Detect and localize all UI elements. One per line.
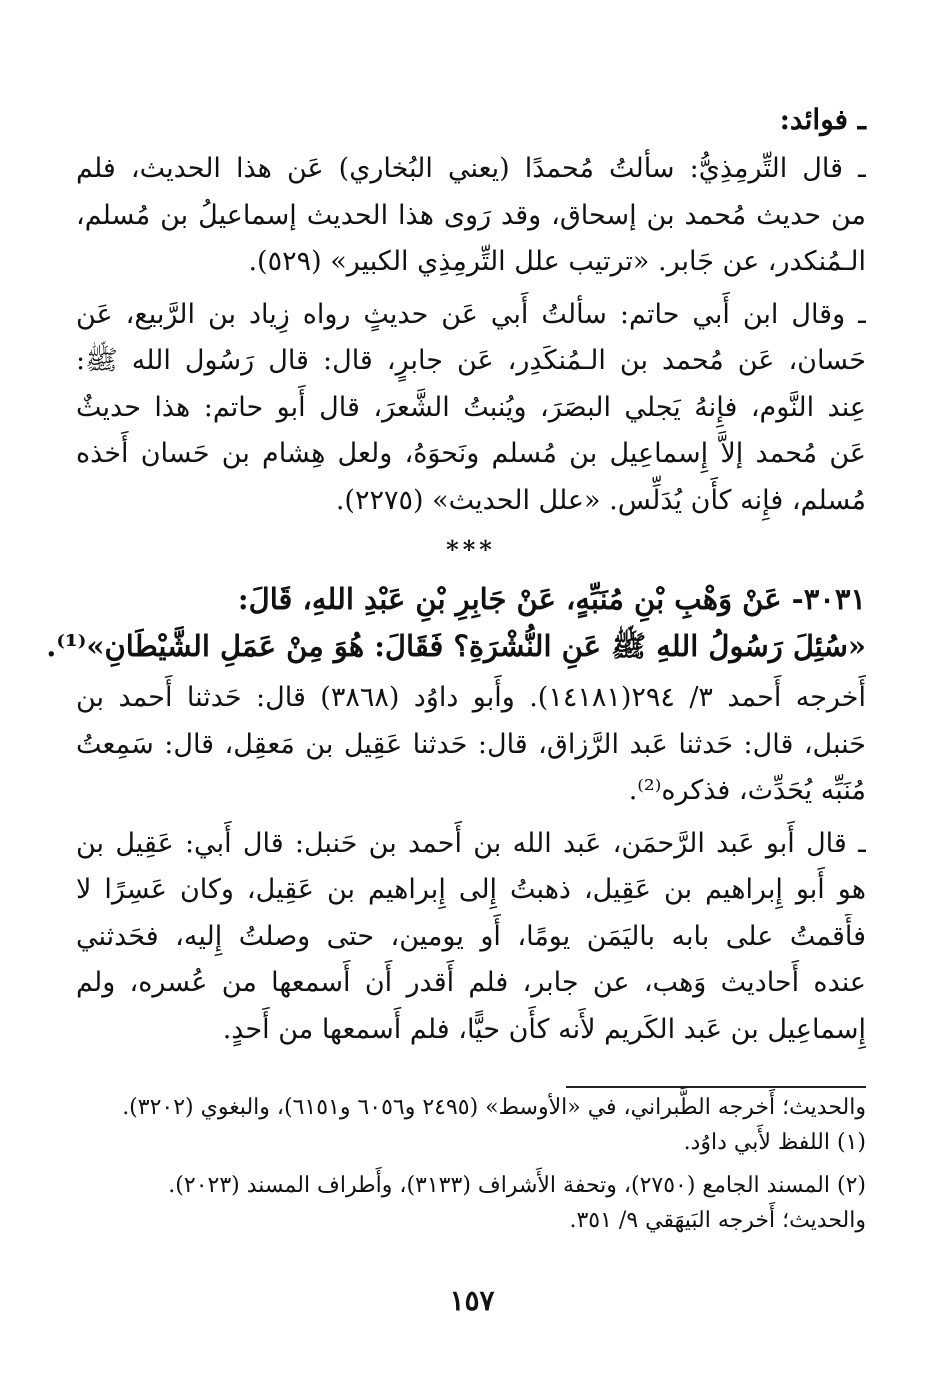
hadith-line: ٣٠٣١- عَنْ وَهْبِ بْنِ مُنَبِّهٍ، عَنْ جَابِرِ بْنِ عَبْدِ اللهِ، قَالَ:: [237, 582, 866, 616]
paragraph-abdullah: [76, 821, 866, 1054]
footnote-carryover: والحديث؛ أَخرجه الطَّبراني، في «الأوسط» (٢٤٩٥ و٦٠٥٦ و٦١٥١)، والبغوي (٣٢٠٢).: [122, 1095, 866, 1120]
text-line: إِسماعِيل بن عَبد الكَريم لأَنه كأَن حيًّا، فلم أَسمعها من أَحدٍ.: [222, 1013, 866, 1045]
text-line: ـ قال التِّرمِذِيُّ: سألتُ مُحمدًا (يعني البُخاري) عَن هذا الحديث، فلم: [76, 153, 866, 184]
footnote-2: (٢) المسند الجامع (٢٧٥٠)، وتحفة الأَشراف (٣١٣٣)، وأَطراف المسند (٢٠٢٣).: [168, 1173, 866, 1198]
text-line: ـ وقال ابن أَبي حاتم: سألتُ أَبي عَن حديثٍ رواه زِياد بن الرَّبيع، عَن: [76, 298, 866, 330]
paragraph-takhrij: [76, 675, 866, 815]
text-line: الـمُنكدر، عن جَابر. «ترتيب علل التِّرمِذِي الكبير» (٥٢٩).: [248, 246, 866, 277]
paragraph-tirmidhi: [76, 146, 866, 286]
text-line: عنده أَحاديث وَهب، عن جابر، فلم أَقدر أَن أَسمعها من عُسره، ولم: [76, 967, 866, 998]
footnote-2-continued: والحديث؛ أَخرجه البَيهَقي ٩/ ٣٥١.: [569, 1208, 866, 1233]
hadith-text: [46, 576, 866, 669]
text-line: فأَقمتُ على بابه باليَمَن يومًا، أَو يومين، حتى وصلتُ إِليه، فحَدثني: [76, 920, 866, 952]
main-text: [46, 100, 866, 1053]
text-line: عِند النَّوم، فإِنهُ يَجلي البصَرَ، ويُنبتُ الشَّعرَ، قال أَبو حاتم: هذا حديثٌ: [76, 391, 866, 423]
footnote-divider: [566, 1086, 866, 1088]
text-line: هو أَبو إِبراهيم بن عَقِيل، ذهبتُ إِلى إِبراهيم بن عَقِيل، وكان عَسِرًا لا: [76, 874, 866, 905]
text-line: من حديث مُحمد بن إسحاق، وقد رَوى هذا الحديث إسماعيلُ بن مُسلم،: [76, 199, 866, 231]
paragraph-ibn-abi-hatim: [76, 292, 866, 525]
footnotes: [76, 1090, 866, 1238]
footnote-1: (١) اللفظ لأَبي داوُد.: [683, 1130, 866, 1155]
text-line: مُسلم، فإِنه كأَن يُدَلِّس. «علل الحديث» (٢٢٧٥).: [335, 484, 866, 516]
hadith-line: «سُئِلَ رَسُولُ اللهِ ﷺ عَنِ النُّشْرَةِ؟ فَقَالَ: هُوَ مِنْ عَمَلِ الشَّيْطَانِ»⁽¹⁾.: [46, 628, 866, 663]
text-line: حَنبل، قال: حَدثنا عَبد الرَّزاق، قال: حَدثنا عَقِيل بن مَعقِل، قال: سَمِعتُ: [76, 728, 866, 760]
text-line: عَن مُحمد إلاَّ إِسماعِيل بن مُسلم ونَحوَهُ، ولعل هِشام بن حَسان أَخذه: [76, 438, 866, 469]
text-line: أَخرجه أَحمد ٣/ ٢٩٤(١٤١٨١). وأَبو داوُد (٣٨٦٨) قال: حَدثنا أَحمد بن: [76, 682, 866, 713]
text-line: مُنَبِّه يُحَدِّث، فذكره⁽²⁾.: [628, 775, 866, 806]
text-line: ـ قال أَبو عَبد الرَّحمَن، عَبد الله بن أَحمد بن حَنبل: قال أَبي: عَقِيل بن: [76, 827, 866, 859]
section-separator: ***: [446, 535, 496, 564]
benefits-heading: ـ فوائد:: [779, 103, 866, 136]
text-line: حَسان، عَن مُحمد بن الـمُنكَدِر، عَن جابرٍ، قال: قال رَسُول الله ﷺ:: [76, 345, 866, 376]
page-number: ١٥٧: [449, 1284, 495, 1317]
